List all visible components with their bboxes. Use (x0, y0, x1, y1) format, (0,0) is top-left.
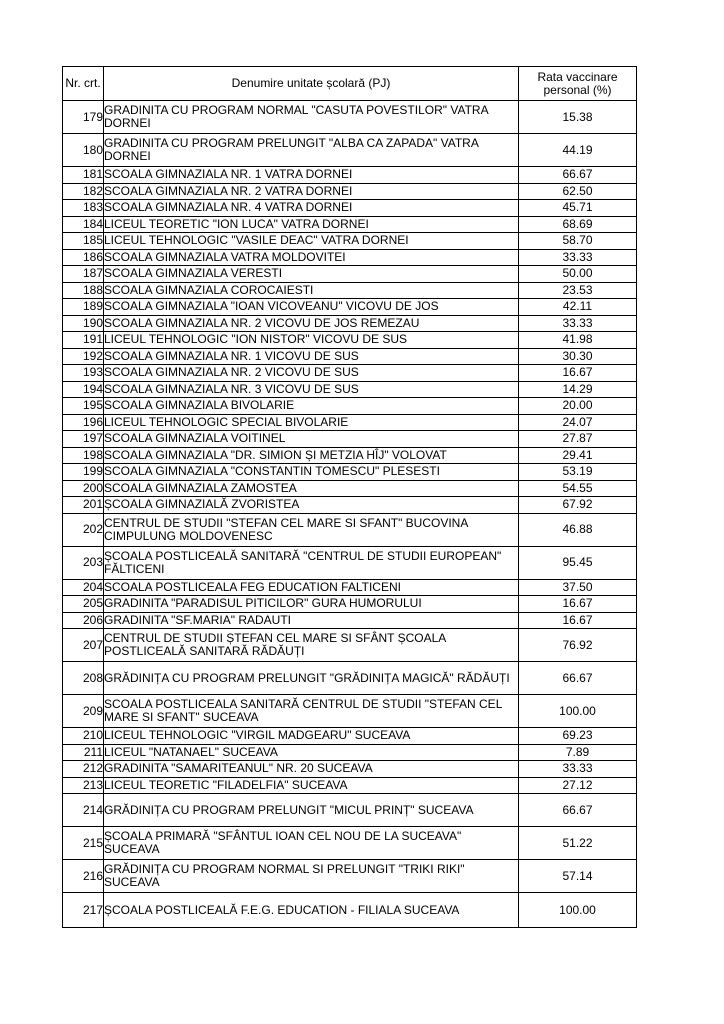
vaccination-rate: 7.89 (519, 744, 637, 761)
row-number: 185 (63, 233, 104, 250)
school-name: GRADINITA "PARADISUL PITICILOR" GURA HUMORULUI (104, 596, 519, 613)
school-name: GRADINITA "SAMARITEANUL" NR. 20 SUCEAVA (104, 761, 519, 778)
vaccination-rate: 53.19 (519, 464, 637, 481)
table-row (63, 480, 637, 497)
row-number: 209 (63, 695, 104, 728)
table-row (63, 447, 637, 464)
row-number: 191 (63, 332, 104, 349)
vaccination-rate: 45.71 (519, 200, 637, 217)
vaccination-rate: 66.67 (519, 167, 637, 184)
table-row (63, 348, 637, 365)
table-row (63, 596, 637, 613)
school-name: LICEUL "NATANAEL" SUCEAVA (104, 744, 519, 761)
school-name: LICEUL TEORETIC "ION LUCA" VATRA DORNEI (104, 216, 519, 233)
vaccination-rate: 42.11 (519, 299, 637, 316)
vaccination-rate: 41.98 (519, 332, 637, 349)
table-row (63, 167, 637, 184)
row-number: 217 (63, 893, 104, 928)
school-name: SCOALA GIMNAZIALA COROCAIESTI (104, 282, 519, 299)
school-name: GRADINITA CU PROGRAM NORMAL "CASUTA POVESTILOR" VATRA DORNEI (104, 101, 519, 134)
row-number: 213 (63, 777, 104, 794)
row-number: 204 (63, 579, 104, 596)
school-name: SCOALA GIMNAZIALA "DR. SIMION ȘI METZIA HÎJ" VOLOVAT (104, 447, 519, 464)
vaccination-rate: 46.88 (519, 513, 637, 546)
school-name: GRĂDINIȚA CU PROGRAM PRELUNGIT "MICUL PRINȚ" SUCEAVA (104, 794, 519, 827)
row-number: 180 (63, 134, 104, 167)
school-name: SCOALA GIMNAZIALA NR. 1 VICOVU DE SUS (104, 348, 519, 365)
vaccination-rate: 24.07 (519, 414, 637, 431)
row-number: 206 (63, 612, 104, 629)
table-row (63, 546, 637, 579)
vaccination-rate: 66.67 (519, 662, 637, 695)
row-number: 186 (63, 249, 104, 266)
vaccination-rate: 23.53 (519, 282, 637, 299)
table-row (63, 513, 637, 546)
row-number: 205 (63, 596, 104, 613)
table-row (63, 101, 637, 134)
table-row (63, 332, 637, 349)
table-row (63, 629, 637, 662)
vaccination-rate: 16.67 (519, 612, 637, 629)
school-name: SCOALA GIMNAZIALA VERESTI (104, 266, 519, 283)
vaccination-rate: 68.69 (519, 216, 637, 233)
school-name: SCOALA POSTLICEALA FEG EDUCATION FALTICENI (104, 579, 519, 596)
school-name: ȘCOALA GIMNAZIALĂ ZVORISTEA (104, 497, 519, 514)
table-row (63, 233, 637, 250)
vaccination-rate: 95.45 (519, 546, 637, 579)
row-number: 196 (63, 414, 104, 431)
table-body (63, 101, 637, 928)
row-number: 200 (63, 480, 104, 497)
vaccination-rate: 33.33 (519, 315, 637, 332)
row-number: 183 (63, 200, 104, 217)
row-number: 201 (63, 497, 104, 514)
school-name: SCOALA GIMNAZIALA BIVOLARIE (104, 398, 519, 415)
row-number: 193 (63, 365, 104, 382)
table-row (63, 662, 637, 695)
table-row (63, 612, 637, 629)
school-name: GRADINITA CU PROGRAM PRELUNGIT "ALBA CA ZAPADA" VATRA DORNEI (104, 134, 519, 167)
vaccination-rate: 37.50 (519, 579, 637, 596)
row-number: 203 (63, 546, 104, 579)
school-name: CENTRUL DE STUDII ȘTEFAN CEL MARE SI SFÂNT ȘCOALA POSTLICEALĂ SANITARĂ RĂDĂUȚI (104, 629, 519, 662)
vaccination-rate: 62.50 (519, 183, 637, 200)
vaccination-rate: 27.12 (519, 777, 637, 794)
school-name: LICEUL TEHNOLOGIC "VASILE DEAC" VATRA DORNEI (104, 233, 519, 250)
row-number: 187 (63, 266, 104, 283)
vaccination-rate: 29.41 (519, 447, 637, 464)
vaccination-rate: 69.23 (519, 728, 637, 745)
school-name: ȘCOALA POSTLICEALĂ F.E.G. EDUCATION - FILIALA SUCEAVA (104, 893, 519, 928)
row-number: 197 (63, 431, 104, 448)
school-name: GRADINITA "SF.MARIA" RADAUTI (104, 612, 519, 629)
table-row (63, 431, 637, 448)
table-row (63, 249, 637, 266)
table-row (63, 827, 637, 860)
school-name: GRĂDINIȚA CU PROGRAM NORMAL SI PRELUNGIT "TRIKI RIKI" SUCEAVA (104, 860, 519, 893)
vaccination-rate: 66.67 (519, 794, 637, 827)
row-number: 189 (63, 299, 104, 316)
school-name: ȘCOALA PRIMARĂ "SFÂNTUL IOAN CEL NOU DE LA SUCEAVA" SUCEAVA (104, 827, 519, 860)
school-name: GRĂDINIȚA CU PROGRAM PRELUNGIT "GRĂDINIȚA MAGICĂ" RĂDĂUȚI (104, 662, 519, 695)
row-number: 192 (63, 348, 104, 365)
table-row (63, 695, 637, 728)
table-row (63, 860, 637, 893)
vaccination-rate: 27.87 (519, 431, 637, 448)
row-number: 202 (63, 513, 104, 546)
school-name: SCOALA GIMNAZIALA NR. 2 VATRA DORNEI (104, 183, 519, 200)
vaccination-rate: 100.00 (519, 695, 637, 728)
school-name: SCOALA GIMNAZIALA NR. 1 VATRA DORNEI (104, 167, 519, 184)
vaccination-rate: 20.00 (519, 398, 637, 415)
table-row (63, 744, 637, 761)
table-row (63, 266, 637, 283)
school-name: SCOALA GIMNAZIALA VATRA MOLDOVITEI (104, 249, 519, 266)
table-header-row (63, 67, 637, 101)
header-name: Denumire unitate școlară (PJ) (104, 67, 519, 101)
table-row (63, 315, 637, 332)
header-nr: Nr. crt. (63, 67, 104, 101)
row-number: 211 (63, 744, 104, 761)
school-name: LICEUL TEHNOLOGIC "ION NISTOR" VICOVU DE SUS (104, 332, 519, 349)
school-name: LICEUL TEORETIC "FILADELFIA" SUCEAVA (104, 777, 519, 794)
school-name: LICEUL TEHNOLOGIC "VIRGIL MADGEARU" SUCEAVA (104, 728, 519, 745)
table-row (63, 183, 637, 200)
row-number: 199 (63, 464, 104, 481)
table-row (63, 728, 637, 745)
row-number: 215 (63, 827, 104, 860)
row-number: 210 (63, 728, 104, 745)
table-row (63, 381, 637, 398)
school-name: SCOALA GIMNAZIALA VOITINEL (104, 431, 519, 448)
vaccination-rate: 14.29 (519, 381, 637, 398)
school-name: CENTRUL DE STUDII "STEFAN CEL MARE SI SFANT" BUCOVINA CIMPULUNG MOLDOVENESC (104, 513, 519, 546)
row-number: 212 (63, 761, 104, 778)
vaccination-rate: 100.00 (519, 893, 637, 928)
vaccination-rate: 67.92 (519, 497, 637, 514)
row-number: 216 (63, 860, 104, 893)
row-number: 188 (63, 282, 104, 299)
table-row (63, 414, 637, 431)
school-name: LICEUL TEHNOLOGIC SPECIAL BIVOLARIE (104, 414, 519, 431)
school-name: SCOALA GIMNAZIALA NR. 2 VICOVU DE SUS (104, 365, 519, 382)
school-name: SCOALA GIMNAZIALA ZAMOSTEA (104, 480, 519, 497)
school-name: SCOALA GIMNAZIALA NR. 2 VICOVU DE JOS REMEZAU (104, 315, 519, 332)
table-row (63, 216, 637, 233)
table-row (63, 761, 637, 778)
vaccination-rate: 58.70 (519, 233, 637, 250)
table-row (63, 134, 637, 167)
vaccination-rate: 30.30 (519, 348, 637, 365)
vaccination-rate: 33.33 (519, 761, 637, 778)
table-row (63, 398, 637, 415)
table-row (63, 282, 637, 299)
table-row (63, 777, 637, 794)
row-number: 214 (63, 794, 104, 827)
row-number: 194 (63, 381, 104, 398)
vaccination-rate: 76.92 (519, 629, 637, 662)
table-row (63, 299, 637, 316)
row-number: 195 (63, 398, 104, 415)
table-row (63, 464, 637, 481)
table-row (63, 497, 637, 514)
row-number: 179 (63, 101, 104, 134)
row-number: 184 (63, 216, 104, 233)
school-name: ȘCOALA POSTLICEALĂ SANITARĂ "CENTRUL DE STUDII EUROPEAN" FĂLTICENI (104, 546, 519, 579)
row-number: 208 (63, 662, 104, 695)
row-number: 190 (63, 315, 104, 332)
vaccination-rate: 54.55 (519, 480, 637, 497)
school-name: SCOALA GIMNAZIALA "CONSTANTIN TOMESCU" PLESESTI (104, 464, 519, 481)
table-row (63, 794, 637, 827)
vaccination-rate: 15.38 (519, 101, 637, 134)
row-number: 207 (63, 629, 104, 662)
school-name: SCOALA GIMNAZIALA NR. 3 VICOVU DE SUS (104, 381, 519, 398)
row-number: 198 (63, 447, 104, 464)
vaccination-rate: 51.22 (519, 827, 637, 860)
school-name: SCOALA GIMNAZIALA NR. 4 VATRA DORNEI (104, 200, 519, 217)
vaccination-rate: 44.19 (519, 134, 637, 167)
table-row (63, 200, 637, 217)
row-number: 182 (63, 183, 104, 200)
table-row (63, 893, 637, 928)
table-row (63, 365, 637, 382)
school-name: SCOALA POSTLICEALA SANITARĂ CENTRUL DE STUDII "STEFAN CEL MARE SI SFANT" SUCEAVA (104, 695, 519, 728)
vaccination-rate: 57.14 (519, 860, 637, 893)
row-number: 181 (63, 167, 104, 184)
vaccination-rate: 16.67 (519, 365, 637, 382)
table-row (63, 579, 637, 596)
school-name: SCOALA GIMNAZIALA "IOAN VICOVEANU" VICOVU DE JOS (104, 299, 519, 316)
vaccination-table (62, 66, 637, 928)
vaccination-rate: 16.67 (519, 596, 637, 613)
header-rate: Rata vaccinare personal (%) (519, 67, 637, 101)
vaccination-rate: 50.00 (519, 266, 637, 283)
vaccination-rate: 33.33 (519, 249, 637, 266)
